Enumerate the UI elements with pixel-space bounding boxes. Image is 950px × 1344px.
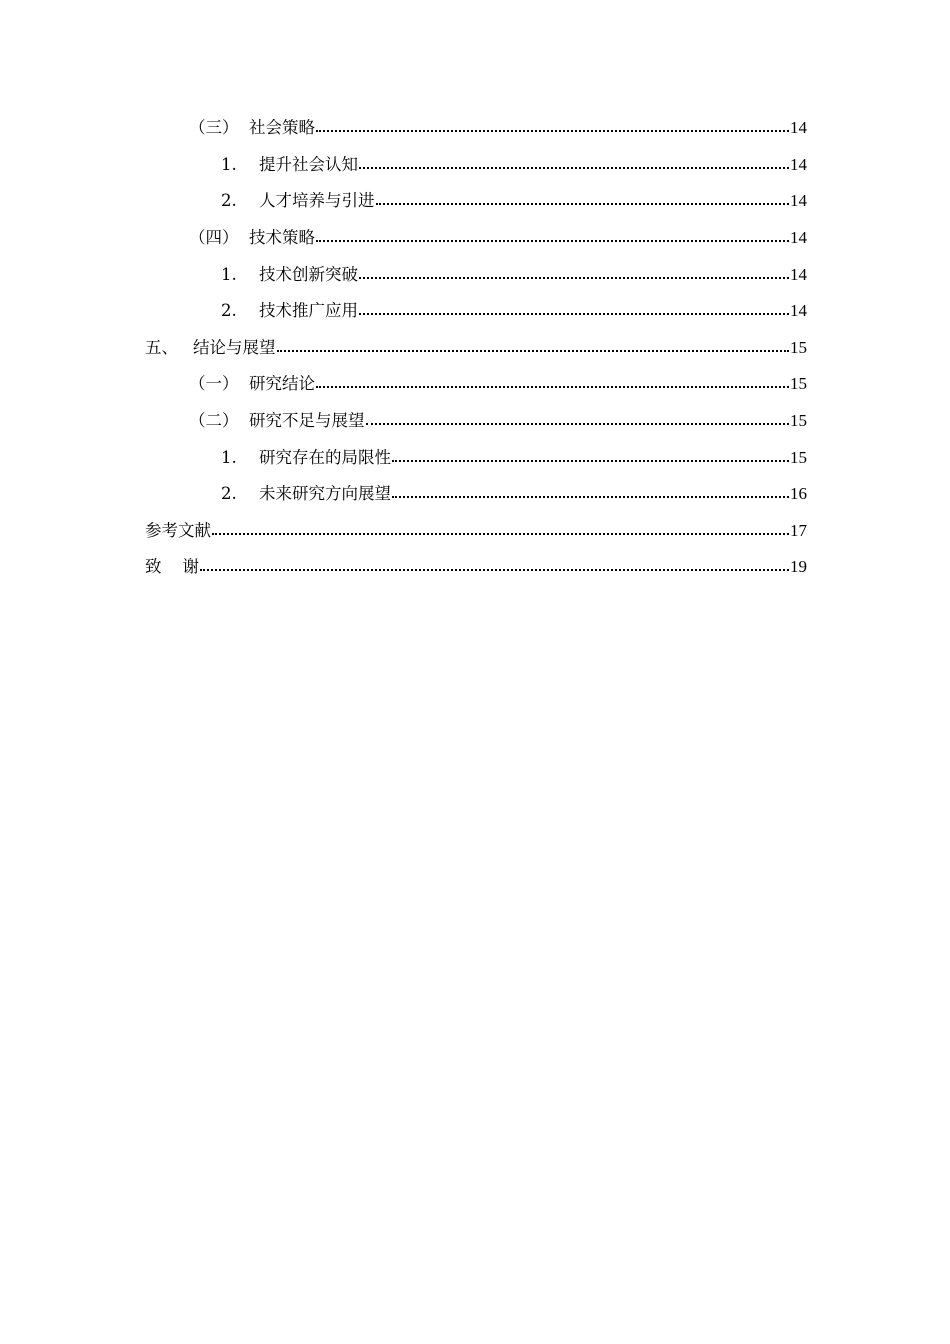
dot-leader [316,239,789,242]
dot-leader [212,532,789,535]
toc-entry-page-number: 14 [790,301,807,321]
dot-leader [392,459,789,462]
toc-entry-page-number: 14 [790,154,807,174]
dot-leader [316,129,789,132]
dot-leader [316,385,789,388]
toc-entry-page-number: 16 [790,484,807,504]
dot-leader [376,202,790,205]
toc-entry-number: 1. [221,447,237,467]
dot-leader [392,495,789,498]
toc-entry-title: 致 谢 [145,557,199,577]
toc-entry[interactable] [0,403,950,440]
toc-entry-page-number: 14 [790,191,807,211]
toc-entry-number: 1. [221,264,237,284]
toc-entry-title: 技术策略 [249,228,315,248]
toc-entry[interactable] [0,256,950,293]
toc-entry-number: 1. [221,154,237,174]
toc-entry-title: 未来研究方向展望 [259,484,391,504]
toc-entry[interactable] [0,110,950,147]
toc-entry[interactable] [0,293,950,330]
toc-entry-title: 社会策略 [249,118,315,138]
toc-entry-number: 五、 [145,337,178,357]
dot-leader [359,276,789,279]
toc-entry[interactable] [0,549,950,586]
dot-leader [359,166,789,169]
toc-entry-title: 技术创新突破 [259,264,358,284]
toc-entry[interactable] [0,476,950,513]
toc-entry[interactable] [0,147,950,184]
toc-entry-number: （四） [189,228,239,248]
toc-entry[interactable] [0,183,950,220]
toc-entry-page-number: 15 [790,374,807,394]
toc-entry-title: 提升社会认知 [259,154,358,174]
toc-entry-title: 研究存在的局限性 [259,447,391,467]
toc-entry[interactable] [0,220,950,257]
toc-entry-title: 研究结论 [249,374,315,394]
toc-entry-page-number: 19 [790,557,807,577]
toc-entry[interactable] [0,366,950,403]
toc-entry-page-number: 17 [790,520,807,540]
toc-entry-page-number: 15 [790,337,807,357]
toc-entry-page-number: 14 [790,264,807,284]
toc-entry-title: 研究不足与展望 [249,411,365,431]
dot-leader [277,349,790,352]
toc-entry-title: 人才培养与引进 [259,191,375,211]
toc-entry-page-number: 15 [790,447,807,467]
toc-entry[interactable] [0,513,950,550]
toc-entry-number: （三） [189,118,239,138]
toc-entry-page-number: 14 [790,228,807,248]
dot-leader [200,568,789,571]
toc-entry-number: （二） [189,411,239,431]
toc-entry[interactable] [0,330,950,367]
toc-entry[interactable] [0,439,950,476]
toc-entry-page-number: 15 [790,411,807,431]
toc-entry-title: 结论与展望 [193,337,276,357]
toc-entry-number: 2. [221,191,237,211]
toc-entry-title: 技术推广应用 [259,301,358,321]
toc-entry-number: （一） [189,374,239,394]
dot-leader [366,422,790,425]
toc-entry-page-number: 14 [790,118,807,138]
toc-entry-title: 参考文献 [145,520,211,540]
toc-entry-number: 2. [221,301,237,321]
toc-entry-number: 2. [221,484,237,504]
dot-leader [359,312,789,315]
table-of-contents [0,110,950,586]
